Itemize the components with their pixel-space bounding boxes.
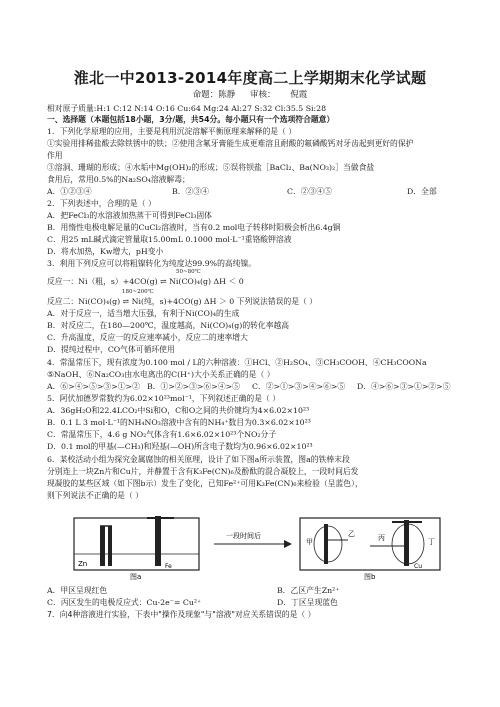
q3-reaction-2: 反应二：Ni(CO)₄(g) ⇌ Ni(纯，s)+4CO(g) ΔH ＞ 0 下列说法错误的是（ ） <box>47 297 318 306</box>
q5-option-d: D．0.1 mol的甲基(—CH₃)和羟基(—OH)所含电子数均为0.96×6.02×10²³ <box>47 442 313 451</box>
q2-option-d: D．将水加热，Kw增大，pH变小 <box>47 247 164 256</box>
q6-option-b: B．乙区产生Zn²⁺ <box>277 586 340 595</box>
q4-option-b: B．①>②>③>⑥>④>⑤ <box>147 382 240 391</box>
q5-option-a: A．36gH₂O和22.4LCO₂中Si和O，C和O之间的共价键均为4×6.02×10²³ <box>47 406 310 415</box>
reviewer-name: 倪霞 <box>290 90 308 100</box>
q6-figure <box>52 510 452 582</box>
fig-a-container <box>74 518 199 570</box>
q3-option-a: A．对于反应一，适当增大压强，有利于Ni(CO)₄的生成 <box>47 309 240 318</box>
q3-option-b: B．对反应二，在180—200℃，温度越高，Ni(CO)₄(g)的转化率越高 <box>47 321 290 330</box>
transition-arrow-label: 一段时间后 <box>226 532 261 540</box>
q1-options <box>47 186 461 197</box>
fig-b-left-rod <box>324 524 328 564</box>
atomic-masses: 相对原子质量:H:1 C:12 N:14 O:16 Cu:64 Mg:24 Al:27 S:32 Cl:35.5 Si:28 <box>47 104 327 113</box>
q4-stem: 4．常温常压下，现有浓度为0.100 mol / L的六种溶液：①HCl、②H₂SO₄、③CH₃COOH、④CH₃COONa <box>47 358 427 367</box>
q1-option-b: B．②③④ <box>172 187 209 196</box>
q6-stem-2: 分别连上一块Zn片和Cu片，并静置于含有K₃Fe(CN)₆及酚酞的混合凝胶上，一段时间后发 <box>47 467 359 476</box>
fig-a-zn-rod <box>100 526 105 566</box>
fig-b-right-rod <box>404 520 409 566</box>
q5-option-c: C．常温常压下，4.6 g NO₂气体含有1.6×6.02×10²³个NO₂分子 <box>47 430 277 439</box>
section-heading: 一、选择题（本题包括18小题，3分/题，共54分。每小题只有一个选项符合题意） <box>47 115 335 124</box>
fig-b-label-bing: 丙 <box>378 534 385 542</box>
q3-reaction-1: 反应一：Ni（粗，s）+4CO(g) ⇌ Ni(CO)₄(g) ΔH ＜ 0 <box>47 277 244 286</box>
q3-reaction-1-condition: 50~80℃ <box>176 269 201 275</box>
q6-stem-4: 则下列说法不正确的是（ ） <box>47 491 144 500</box>
q6-stem-1: 6．某校活动小组为探究金属腐蚀的相关原理，设计了如下图a所示装置，图a的铁棒末段 <box>47 455 350 464</box>
q6-option-c: C．丙区发生的电极反应式：Cu-2e⁻= Cu²⁺ <box>47 598 202 607</box>
q3-reaction-2-condition: 180~200℃ <box>122 289 154 295</box>
q5-stem: 5．阿伏加德罗常数约为6.02×10²³mol⁻¹，下列叙述正确的是（ ） <box>47 394 281 403</box>
q7-stem: 7．向4种溶液进行实验，下表中"操作及现象"与"溶液"对应关系错误的是（ ） <box>47 610 316 619</box>
q3-option-c: C．升高温度，反应一的反应速率减小，反应二的速率增大 <box>47 333 248 342</box>
q5-option-b: B．0.1 L 3 mol·L⁻¹的NH₄NO₃溶液中含有的NH₄⁺数目为0.3×6.02×10²³ <box>47 418 311 427</box>
fig-b-label-ding: 丁 <box>428 538 435 546</box>
reviewer-label: 审核： <box>249 90 276 100</box>
q1-items-2: 作用 <box>47 151 63 160</box>
transition-arrow-head <box>284 540 292 548</box>
fig-a-zn-rod-2 <box>108 526 112 566</box>
fig-a-zn-label: Zn <box>78 560 88 568</box>
q1-stem: 1．下列化学原理的应用，主要是利用沉淀溶解平衡原理来解释的是（ ） <box>47 127 297 136</box>
q1-option-c: C．②③④⑤ <box>287 187 332 196</box>
q1-items-1: ①实验用排稀盐酸去除铁锈中的铁；②使用含氟牙膏能生成更难溶且耐酸的氟磷酸钙对牙齿起到更好的保护 <box>47 139 414 148</box>
fig-a-fe-label: Fe <box>165 563 172 570</box>
fig-b-label-jia: 甲 <box>306 538 313 546</box>
q1-option-a: A．①②③④ <box>47 187 92 196</box>
q6-options-row-2 <box>47 597 461 608</box>
exam-title: 淮北一中2013-2014年度高二上学期期末化学试题 <box>73 69 427 87</box>
q6-option-a: A．甲区呈现红色 <box>47 586 108 595</box>
fig-a-caption: 图a <box>130 573 142 581</box>
fig-b-caption: 图b <box>364 573 376 581</box>
fig-b-cu-label: Cu <box>414 563 422 570</box>
q6-stem-3: 现凝胶的某些区域（如下图b示）发生了变化，已知Fe²⁺可用K₃Fe(CN)₆来检验（呈蓝色）， <box>47 479 363 488</box>
q4-options <box>47 381 461 392</box>
q4-option-c: C．②>①>③>④>⑥>⑤ <box>252 382 346 391</box>
q2-option-c: C．用25 mL碱式滴定管量取15.00mL 0.1000 mol·L⁻¹重铬酸钾溶液 <box>47 235 292 244</box>
q2-stem: 2．下列表述中，合理的是（ ） <box>47 199 156 208</box>
fig-b-label-yi: 乙 <box>348 530 355 538</box>
q4-stem-2: ⑤NaOH、⑥Na₂CO₃由水电离出的C(H⁺)大小关系正确的是（ ） <box>47 370 275 379</box>
exam-byline <box>0 88 500 100</box>
author-label: 命题：陈静 <box>192 90 236 100</box>
q2-option-a: A．把FeCl₃的水溶液加热蒸干可得到FeCl₃固体 <box>47 211 212 220</box>
fig-a-fe-rod <box>155 516 161 566</box>
q3-option-d: D．提纯过程中，CO气体可循环使用 <box>47 345 175 354</box>
q1-items-4: 食用后，常用0.5%的Na₂SO₄溶液解毒； <box>47 175 190 184</box>
q4-option-d: D．④>⑥>③>①>②>⑤ <box>357 382 451 391</box>
q2-option-b: B．用惰性电极电解足量的CuCl₂溶液时，当有0.2 mol电子转移时阳极会析出6.4g铜 <box>47 223 341 232</box>
q3-stem: 3．利用下列反应可以将粗镍转化为纯度达99.9%的高纯镍。 <box>47 259 257 268</box>
q6-options-row-1 <box>47 585 461 596</box>
q6-option-d: D．丁区呈现蓝色 <box>277 598 338 607</box>
q4-option-a: A．⑥>④>⑤>③>①>② <box>47 382 140 391</box>
q1-items-3: ③溶洞、珊瑚的形成；④水垢中Mg(OH)₂的形成；⑤误将钡盐［BaCl₂、Ba(NO₃)₂］当做食盐 <box>47 163 375 172</box>
q1-option-d: D．全部 <box>407 187 437 196</box>
